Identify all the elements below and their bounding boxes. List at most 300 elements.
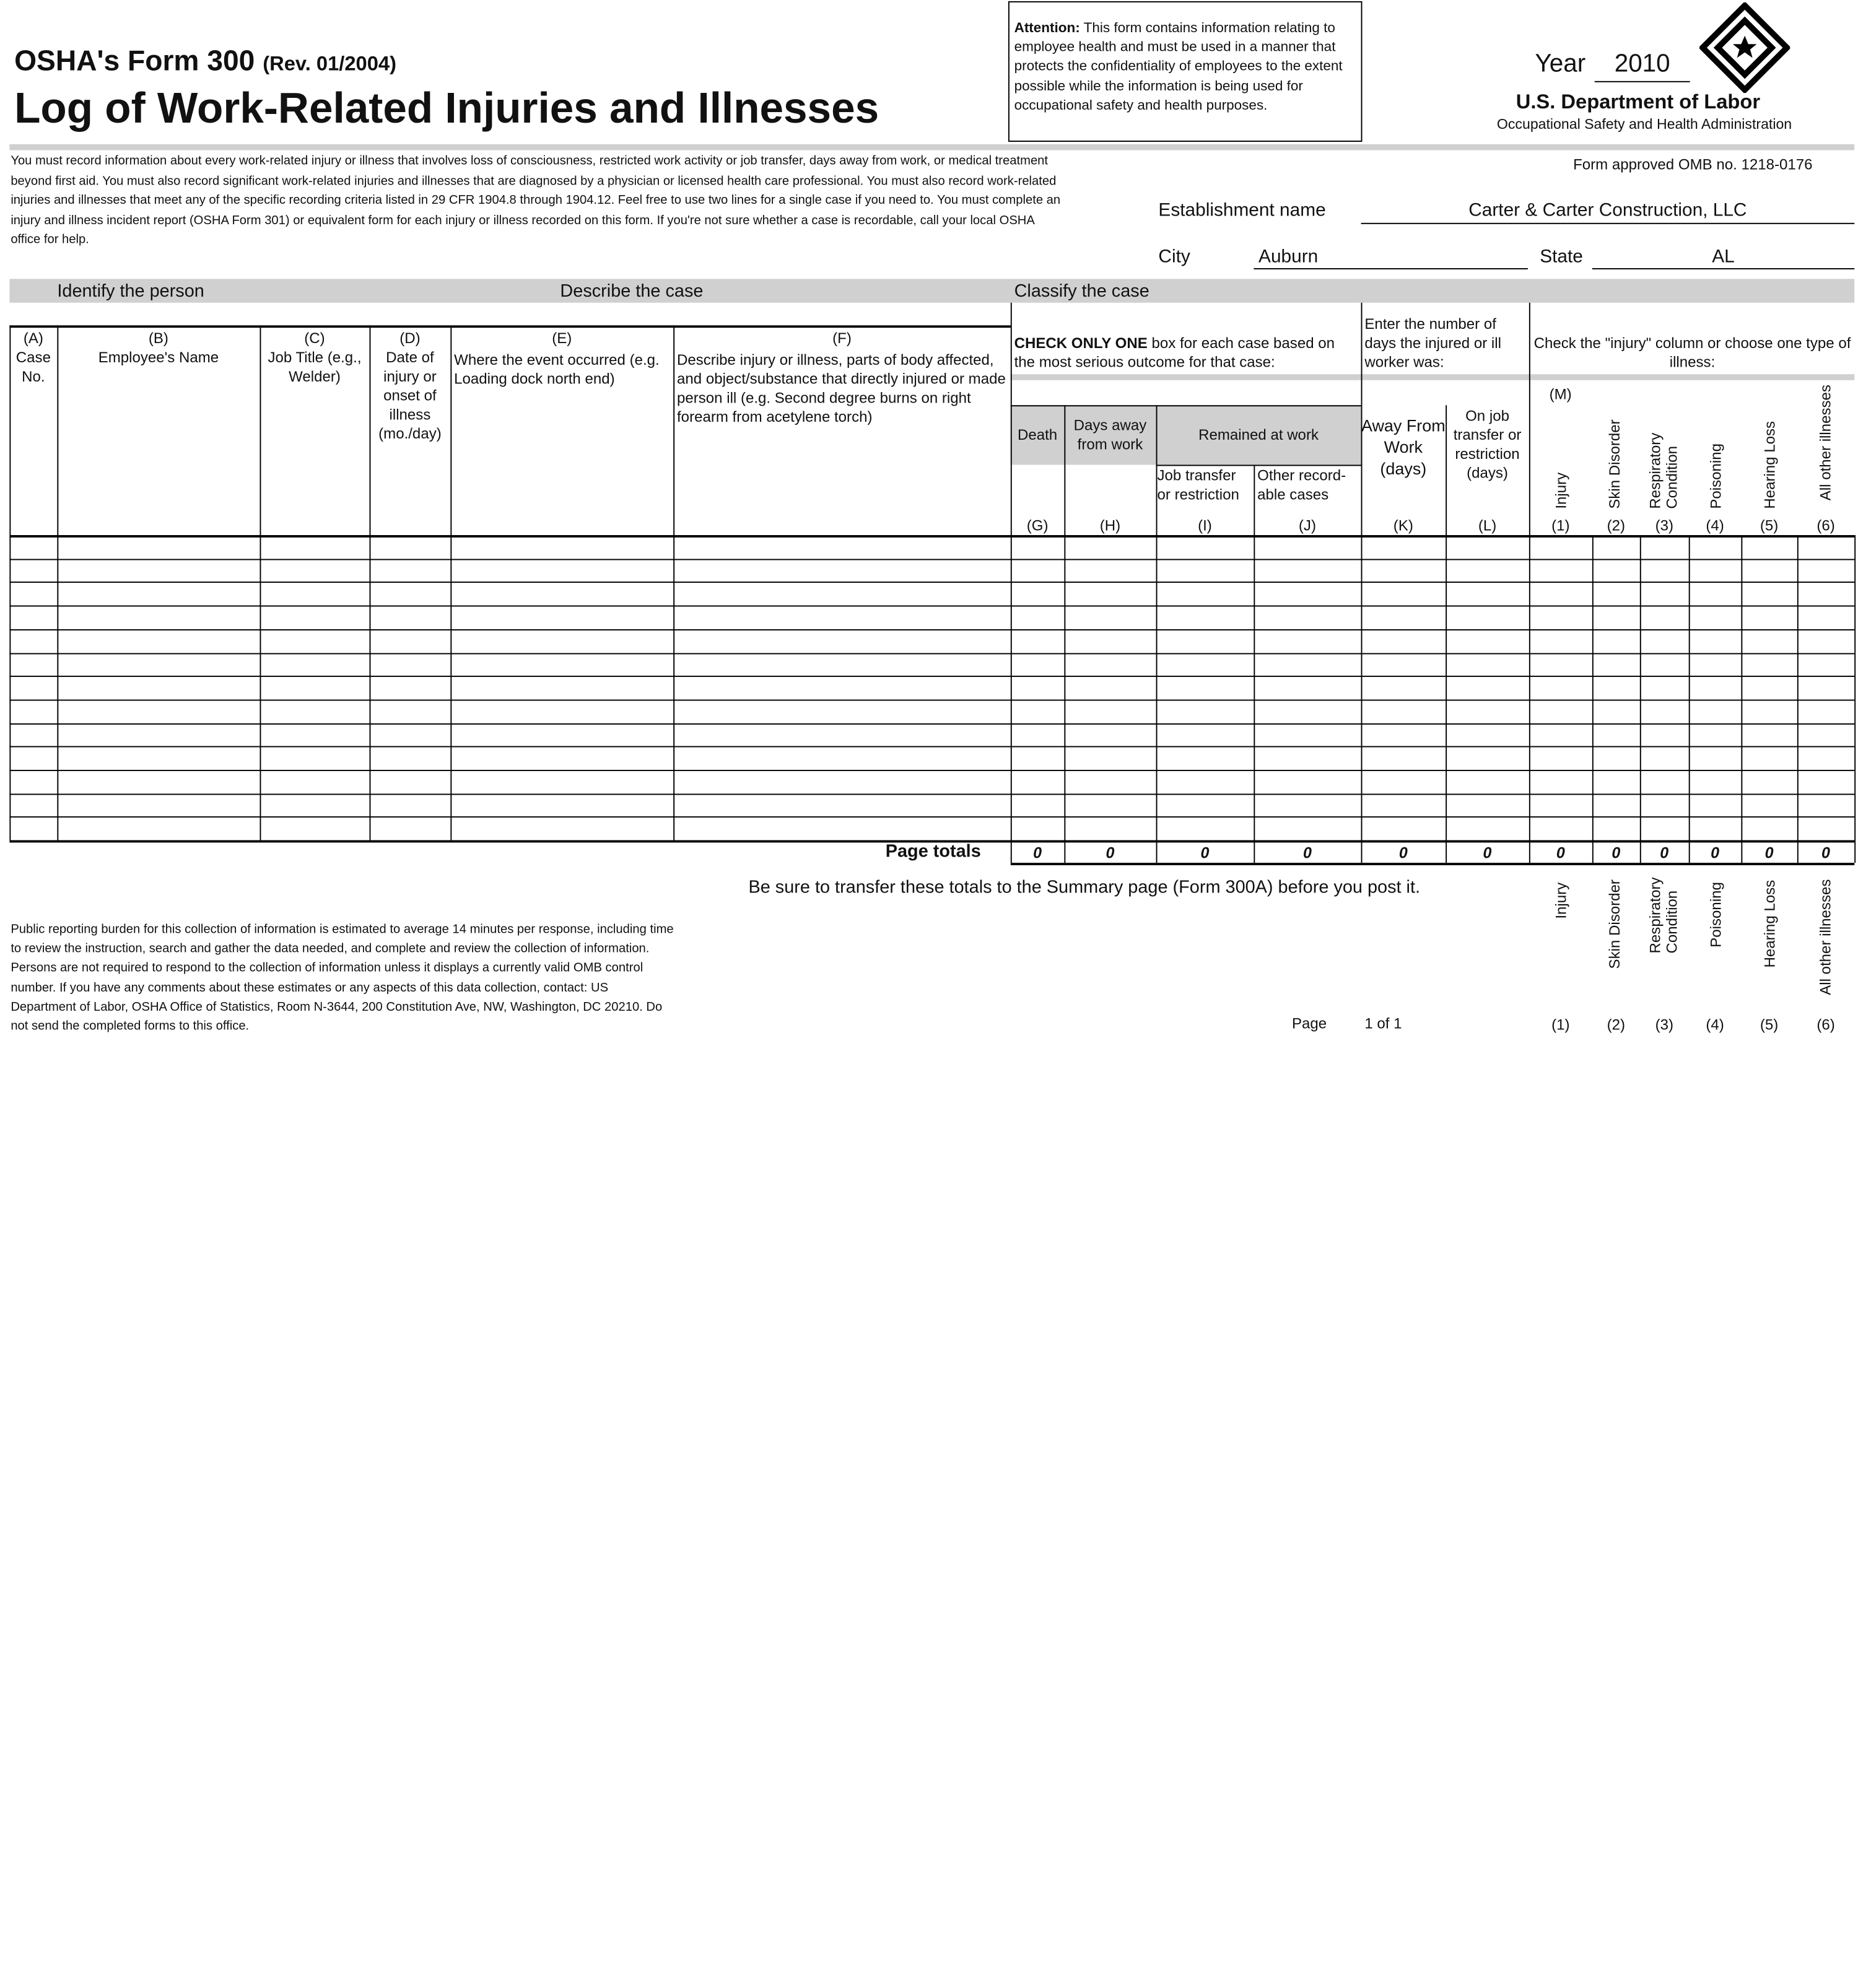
other-illnesses-header: All other illnesses <box>1817 385 1834 501</box>
table-cell[interactable] <box>9 559 57 582</box>
table-cell[interactable] <box>1064 817 1156 840</box>
attention-text: This form contains information relating to employee health and must be used in a manner that protects the confidentiality of employees to the extent possible while the information is being used for occupational safety and health purposes. <box>1014 20 1343 113</box>
table-cell[interactable] <box>673 770 1011 793</box>
table-cell[interactable] <box>1529 676 1592 699</box>
table-cell[interactable] <box>1741 559 1797 582</box>
table-cell[interactable] <box>57 817 260 840</box>
table-cell[interactable] <box>1689 746 1742 770</box>
city-label: City <box>1158 246 1190 268</box>
table-cell[interactable] <box>9 582 57 606</box>
table-cell[interactable] <box>1156 676 1254 699</box>
footer-col-4-label: (4) <box>1706 1016 1724 1034</box>
table-cell[interactable] <box>370 653 451 676</box>
page-totals-label: Page totals <box>885 841 981 862</box>
table-cell[interactable] <box>1064 746 1156 770</box>
check-only-one-text: CHECK ONLY ONE box for each case based on the most serious outcome for that case: <box>1014 334 1335 371</box>
table-cell[interactable] <box>1011 793 1065 817</box>
table-cell[interactable] <box>260 676 369 699</box>
table-cell[interactable] <box>1361 699 1446 723</box>
table-cell[interactable] <box>1361 770 1446 793</box>
table-cell[interactable] <box>1592 629 1640 653</box>
table-cell[interactable] <box>1689 653 1742 676</box>
table-cell[interactable] <box>1156 653 1254 676</box>
col-1-label: (1) <box>1551 517 1570 534</box>
table-cell[interactable] <box>260 793 369 817</box>
col-f-text: Describe injury or illness, parts of body affected, and object/substance that directly injured or made person ill (e.g. Second degree burns on right forearm from acetylene torch) <box>677 351 1006 425</box>
table-cell[interactable] <box>450 746 673 770</box>
table-cell[interactable] <box>1592 606 1640 629</box>
type-intro-text: Check the "injury" column or choose one type of illness: <box>1533 334 1851 371</box>
table-cell[interactable] <box>1064 699 1156 723</box>
table-cell[interactable] <box>1156 559 1254 582</box>
hearing-loss-footer-label: Hearing Loss <box>1761 879 1779 968</box>
table-cell[interactable] <box>1741 676 1797 699</box>
table-cell[interactable] <box>1797 817 1854 840</box>
table-cell[interactable] <box>1361 746 1446 770</box>
dol-logo <box>1699 2 1790 93</box>
table-cell[interactable] <box>1064 676 1156 699</box>
table-cell[interactable] <box>1529 535 1592 559</box>
table-cell[interactable] <box>1689 676 1742 699</box>
table-cell[interactable] <box>450 653 673 676</box>
table-cell[interactable] <box>450 629 673 653</box>
table-cell[interactable] <box>1529 723 1592 746</box>
table-cell[interactable] <box>1156 699 1254 723</box>
col-i-label: (I) <box>1198 517 1212 534</box>
table-cell[interactable] <box>1254 723 1361 746</box>
col-m-label: (M) <box>1549 386 1572 403</box>
table-cell[interactable] <box>673 535 1011 559</box>
table-cell[interactable] <box>9 793 57 817</box>
table-cell[interactable] <box>450 699 673 723</box>
table-cell[interactable] <box>1797 559 1854 582</box>
table-cell[interactable] <box>1064 535 1156 559</box>
table-cell[interactable] <box>1689 793 1742 817</box>
table-cell[interactable] <box>370 723 451 746</box>
table-cell[interactable] <box>450 559 673 582</box>
table-cell[interactable] <box>260 746 369 770</box>
table-cell[interactable] <box>1361 723 1446 746</box>
page-total-value: 0 <box>1556 844 1565 862</box>
table-cell[interactable] <box>370 559 451 582</box>
table-cell[interactable] <box>1064 606 1156 629</box>
table-cell[interactable] <box>57 676 260 699</box>
table-cell[interactable] <box>9 606 57 629</box>
table-cell[interactable] <box>57 793 260 817</box>
col-3-label: (3) <box>1655 517 1673 534</box>
table-cell[interactable] <box>1640 817 1689 840</box>
table-cell[interactable] <box>1446 676 1529 699</box>
table-cell[interactable] <box>370 770 451 793</box>
table-cell[interactable] <box>1156 582 1254 606</box>
table-cell[interactable] <box>1689 582 1742 606</box>
table-cell[interactable] <box>1592 676 1640 699</box>
table-cell[interactable] <box>1741 699 1797 723</box>
table-cell[interactable] <box>1254 559 1361 582</box>
page-total-value: 0 <box>1200 844 1210 862</box>
footer-col-3-label: (3) <box>1655 1016 1673 1034</box>
table-cell[interactable] <box>1064 793 1156 817</box>
table-cell[interactable] <box>1361 535 1446 559</box>
table-cell[interactable] <box>1689 606 1742 629</box>
table-cell[interactable] <box>370 793 451 817</box>
skin-disorder-header: Skin Disorder <box>1606 419 1623 509</box>
table-cell[interactable] <box>260 653 369 676</box>
table-cell[interactable] <box>9 629 57 653</box>
footer-col-5-label: (5) <box>1760 1016 1779 1034</box>
table-cell[interactable] <box>260 559 369 582</box>
city-field[interactable]: Auburn <box>1258 246 1319 268</box>
table-cell[interactable] <box>673 746 1011 770</box>
other-illnesses-footer-label: All other illnesses <box>1817 879 1834 995</box>
table-cell[interactable] <box>1797 723 1854 746</box>
footer-col-6-label: (6) <box>1817 1016 1835 1034</box>
omb-number: Form approved OMB no. 1218-0176 <box>1573 156 1813 173</box>
table-cell[interactable] <box>1529 793 1592 817</box>
table-cell[interactable] <box>673 699 1011 723</box>
table-cell[interactable] <box>260 535 369 559</box>
away-from-work-header: Away From Work (days) <box>1361 416 1446 478</box>
table-cell[interactable] <box>1446 559 1529 582</box>
section-identify: Identify the person <box>57 281 204 302</box>
table-cell[interactable] <box>57 699 260 723</box>
col-e-text: Where the event occurred (e.g. Loading dock north end) <box>454 351 660 388</box>
table-cell[interactable] <box>260 770 369 793</box>
table-cell[interactable] <box>1592 770 1640 793</box>
table-cell[interactable] <box>1689 629 1742 653</box>
table-cell[interactable] <box>1156 793 1254 817</box>
col-l-label: (L) <box>1478 517 1497 534</box>
table-cell[interactable] <box>370 606 451 629</box>
table-cell[interactable] <box>1446 653 1529 676</box>
table-cell[interactable] <box>9 723 57 746</box>
table-cell[interactable] <box>370 746 451 770</box>
table-cell[interactable] <box>260 723 369 746</box>
table-cell[interactable] <box>1797 793 1854 817</box>
table-cell[interactable] <box>1011 746 1065 770</box>
table-cell[interactable] <box>260 582 369 606</box>
table-cell[interactable] <box>1741 770 1797 793</box>
table-cell[interactable] <box>1011 629 1065 653</box>
table-cell[interactable] <box>1689 817 1742 840</box>
table-cell[interactable] <box>1011 817 1065 840</box>
table-cell[interactable] <box>260 629 369 653</box>
table-cell[interactable] <box>1592 582 1640 606</box>
days-intro-text: Enter the number of days the injured or ill worker was: <box>1364 315 1501 371</box>
other-recordable-header: Other record-able cases <box>1257 467 1346 504</box>
table-cell[interactable] <box>1064 770 1156 793</box>
table-cell[interactable] <box>450 676 673 699</box>
footer-col-1-label: (1) <box>1551 1016 1570 1034</box>
page-total-value: 0 <box>1106 844 1115 862</box>
table-cell[interactable] <box>1361 676 1446 699</box>
table-cell[interactable] <box>1592 699 1640 723</box>
table-cell[interactable] <box>370 817 451 840</box>
table-cell[interactable] <box>1156 770 1254 793</box>
table-cell[interactable] <box>673 723 1011 746</box>
death-header: Death <box>1017 426 1058 443</box>
page-total-value: 0 <box>1764 844 1774 862</box>
table-cell[interactable] <box>370 629 451 653</box>
table-cell[interactable] <box>1064 723 1156 746</box>
table-cell[interactable] <box>1689 699 1742 723</box>
table-cell[interactable] <box>1156 723 1254 746</box>
table-cell[interactable] <box>370 676 451 699</box>
table-cell[interactable] <box>450 582 673 606</box>
table-cell[interactable] <box>1640 606 1689 629</box>
table-cell[interactable] <box>1446 817 1529 840</box>
table-cell[interactable] <box>1529 817 1592 840</box>
table-cell[interactable] <box>57 746 260 770</box>
table-cell[interactable] <box>1529 582 1592 606</box>
table-cell[interactable] <box>1529 629 1592 653</box>
table-cell[interactable] <box>673 582 1011 606</box>
table-cell[interactable] <box>1592 793 1640 817</box>
table-cell[interactable] <box>1254 746 1361 770</box>
table-cell[interactable] <box>9 653 57 676</box>
table-cell[interactable] <box>1254 676 1361 699</box>
col-c-header: (C) Job Title (e.g., Welder) <box>268 330 362 385</box>
table-cell[interactable] <box>1064 582 1156 606</box>
table-cell[interactable] <box>1446 723 1529 746</box>
col-j-label: (J) <box>1298 517 1316 534</box>
table-cell[interactable] <box>1254 770 1361 793</box>
table-cell[interactable] <box>1254 653 1361 676</box>
table-cell[interactable] <box>1011 606 1065 629</box>
table-cell[interactable] <box>1254 699 1361 723</box>
table-cell[interactable] <box>673 559 1011 582</box>
table-cell[interactable] <box>1156 535 1254 559</box>
table-cell[interactable] <box>370 582 451 606</box>
poisoning-footer-label: Poisoning <box>1708 882 1725 948</box>
table-cell[interactable] <box>9 699 57 723</box>
table-cell[interactable] <box>673 653 1011 676</box>
table-cell[interactable] <box>1640 723 1689 746</box>
table-cell[interactable] <box>1529 699 1592 723</box>
table-cell[interactable] <box>1689 723 1742 746</box>
table-cell[interactable] <box>1446 793 1529 817</box>
table-cell[interactable] <box>1640 653 1689 676</box>
table-cell[interactable] <box>1741 653 1797 676</box>
table-cell[interactable] <box>1797 676 1854 699</box>
table-cell[interactable] <box>1640 582 1689 606</box>
table-cell[interactable] <box>260 817 369 840</box>
job-transfer-header: Job transfer or restriction <box>1157 467 1239 504</box>
respiratory-header: Respiratory Condition <box>1647 432 1681 509</box>
col-a-header: (A) Case No. <box>15 330 51 385</box>
table-cell[interactable] <box>1361 629 1446 653</box>
table-cell[interactable] <box>1361 793 1446 817</box>
table-cell[interactable] <box>1254 535 1361 559</box>
table-cell[interactable] <box>57 629 260 653</box>
table-cell[interactable] <box>1361 817 1446 840</box>
table-cell[interactable] <box>1446 606 1529 629</box>
table-cell[interactable] <box>57 653 260 676</box>
table-cell[interactable] <box>1156 629 1254 653</box>
table-cell[interactable] <box>1797 606 1854 629</box>
page-total-value: 0 <box>1398 844 1408 862</box>
table-cell[interactable] <box>1446 699 1529 723</box>
instructions-text: You must record information about every work-related injury or illness that involves loss of consciousness, restricted work activity or job transfer, days away from work, or medical treatment beyond first aid. You must also record significant work-related injuries and illnesses that are diagnosed by a physician or licensed health care professional. You must also record work-related injuries and illnesses that meet any of the specific recording criteria listed in 29 CFR 1904.8 through 1904.12. Feel free to use two lines for a single case if you need to. You must complete an injury and illness incident report (OSHA Form 301) or equivalent form for each injury or illness recorded on this form. If you're not sure whether a case is recordable, call your local OSHA office for help. <box>11 154 1061 247</box>
table-cell[interactable] <box>57 559 260 582</box>
table-cell[interactable] <box>673 606 1011 629</box>
table-cell[interactable] <box>1797 770 1854 793</box>
table-cell[interactable] <box>1361 653 1446 676</box>
table-cell[interactable] <box>57 582 260 606</box>
table-cell[interactable] <box>1064 559 1156 582</box>
table-cell[interactable] <box>57 606 260 629</box>
col-b-header: (B) Employee's Name <box>98 330 219 366</box>
table-cell[interactable] <box>1640 699 1689 723</box>
table-cell[interactable] <box>1640 535 1689 559</box>
section-header-bar <box>9 279 1854 302</box>
table-cell[interactable] <box>1741 629 1797 653</box>
table-cell[interactable] <box>1529 653 1592 676</box>
table-cell[interactable] <box>1640 793 1689 817</box>
table-cell[interactable] <box>1254 793 1361 817</box>
table-cell[interactable] <box>1446 770 1529 793</box>
table-cell[interactable] <box>1254 582 1361 606</box>
table-cell[interactable] <box>370 699 451 723</box>
table-cell[interactable] <box>260 606 369 629</box>
table-cell[interactable] <box>1446 746 1529 770</box>
table-cell[interactable] <box>1741 817 1797 840</box>
table-cell[interactable] <box>1011 582 1065 606</box>
table-cell[interactable] <box>1361 582 1446 606</box>
table-cell[interactable] <box>1797 653 1854 676</box>
table-cell[interactable] <box>1640 770 1689 793</box>
table-cell[interactable] <box>1640 559 1689 582</box>
table-cell[interactable] <box>1064 629 1156 653</box>
table-cell[interactable] <box>260 699 369 723</box>
establishment-name-field[interactable]: Carter & Carter Construction, LLC <box>1468 200 1747 220</box>
table-cell[interactable] <box>1156 606 1254 629</box>
table-cell[interactable] <box>1592 723 1640 746</box>
col-g-label: (G) <box>1026 517 1049 534</box>
table-cell[interactable] <box>9 817 57 840</box>
table-cell[interactable] <box>1741 535 1797 559</box>
table-cell[interactable] <box>1446 535 1529 559</box>
table-cell[interactable] <box>450 606 673 629</box>
table-cell[interactable] <box>1741 793 1797 817</box>
table-cell[interactable] <box>57 770 260 793</box>
col-d-header: (D) Date of injury or onset of illness (mo./day) <box>378 330 442 442</box>
table-cell[interactable] <box>1592 817 1640 840</box>
table-cell[interactable] <box>673 676 1011 699</box>
injury-header: Injury <box>1553 472 1570 509</box>
table-cell[interactable] <box>9 770 57 793</box>
table-cell[interactable] <box>1156 746 1254 770</box>
table-cell[interactable] <box>1592 653 1640 676</box>
table-cell[interactable] <box>1361 606 1446 629</box>
state-field[interactable]: AL <box>1712 246 1735 268</box>
table-cell[interactable] <box>370 535 451 559</box>
table-cell[interactable] <box>1064 653 1156 676</box>
table-cell[interactable] <box>1446 582 1529 606</box>
table-cell[interactable] <box>1797 699 1854 723</box>
table-cell[interactable] <box>1592 535 1640 559</box>
table-cell[interactable] <box>1529 559 1592 582</box>
table-cell[interactable] <box>1011 559 1065 582</box>
table-cell[interactable] <box>1254 817 1361 840</box>
table-cell[interactable] <box>1741 606 1797 629</box>
table-cell[interactable] <box>57 535 260 559</box>
col-k-label: (K) <box>1393 517 1413 534</box>
table-cell[interactable] <box>1156 817 1254 840</box>
table-cell[interactable] <box>1011 535 1065 559</box>
form-revision: (Rev. 01/2004) <box>263 52 397 76</box>
table-cell[interactable] <box>1011 676 1065 699</box>
section-classify: Classify the case <box>1014 281 1149 302</box>
table-cell[interactable] <box>1011 699 1065 723</box>
table-cell[interactable] <box>1254 606 1361 629</box>
table-cell[interactable] <box>1529 606 1592 629</box>
table-cell[interactable] <box>450 770 673 793</box>
table-cell[interactable] <box>1640 629 1689 653</box>
respiratory-footer-label: Respiratory Condition <box>1647 877 1681 954</box>
page-total-value: 0 <box>1033 844 1042 862</box>
table-cell[interactable] <box>1011 770 1065 793</box>
table-cell[interactable] <box>9 746 57 770</box>
table-cell[interactable] <box>1011 723 1065 746</box>
table-cell[interactable] <box>1592 559 1640 582</box>
table-cell[interactable] <box>57 723 260 746</box>
page-total-value: 0 <box>1483 844 1492 862</box>
col-h-label: (H) <box>1099 517 1121 534</box>
column-divider <box>1854 535 1856 863</box>
page-total-value: 0 <box>1612 844 1621 862</box>
table-cell[interactable] <box>1689 535 1742 559</box>
table-cell[interactable] <box>1640 746 1689 770</box>
table-cell[interactable] <box>1011 653 1065 676</box>
table-cell[interactable] <box>9 535 57 559</box>
table-cell[interactable] <box>673 629 1011 653</box>
table-cell[interactable] <box>1529 746 1592 770</box>
state-label: State <box>1540 246 1583 268</box>
table-cell[interactable] <box>450 793 673 817</box>
poisoning-header: Poisoning <box>1708 443 1725 509</box>
table-cell[interactable] <box>1640 676 1689 699</box>
table-cell[interactable] <box>1797 746 1854 770</box>
table-cell[interactable] <box>1741 746 1797 770</box>
table-cell[interactable] <box>1529 770 1592 793</box>
table-cell[interactable] <box>1361 559 1446 582</box>
table-cell[interactable] <box>9 676 57 699</box>
year-value[interactable]: 2010 <box>1614 50 1670 78</box>
table-cell[interactable] <box>1741 723 1797 746</box>
table-cell[interactable] <box>450 817 673 840</box>
footer-col-2-label: (2) <box>1607 1016 1626 1034</box>
table-cell[interactable] <box>1797 582 1854 606</box>
table-cell[interactable] <box>1592 746 1640 770</box>
skin-disorder-footer-label: Skin Disorder <box>1606 879 1623 969</box>
table-cell[interactable] <box>1446 629 1529 653</box>
table-cell[interactable] <box>1797 629 1854 653</box>
table-cell[interactable] <box>1689 559 1742 582</box>
table-cell[interactable] <box>1797 535 1854 559</box>
table-cell[interactable] <box>673 793 1011 817</box>
establishment-name-label: Establishment name <box>1158 200 1326 220</box>
table-cell[interactable] <box>450 535 673 559</box>
table-cell[interactable] <box>450 723 673 746</box>
page-total-value: 0 <box>1660 844 1669 862</box>
table-cell[interactable] <box>1254 629 1361 653</box>
table-cell[interactable] <box>1689 770 1742 793</box>
injury-footer-label: Injury <box>1553 882 1570 919</box>
table-cell[interactable] <box>673 817 1011 840</box>
attention-label: Attention: <box>1014 20 1080 36</box>
table-cell[interactable] <box>1741 582 1797 606</box>
